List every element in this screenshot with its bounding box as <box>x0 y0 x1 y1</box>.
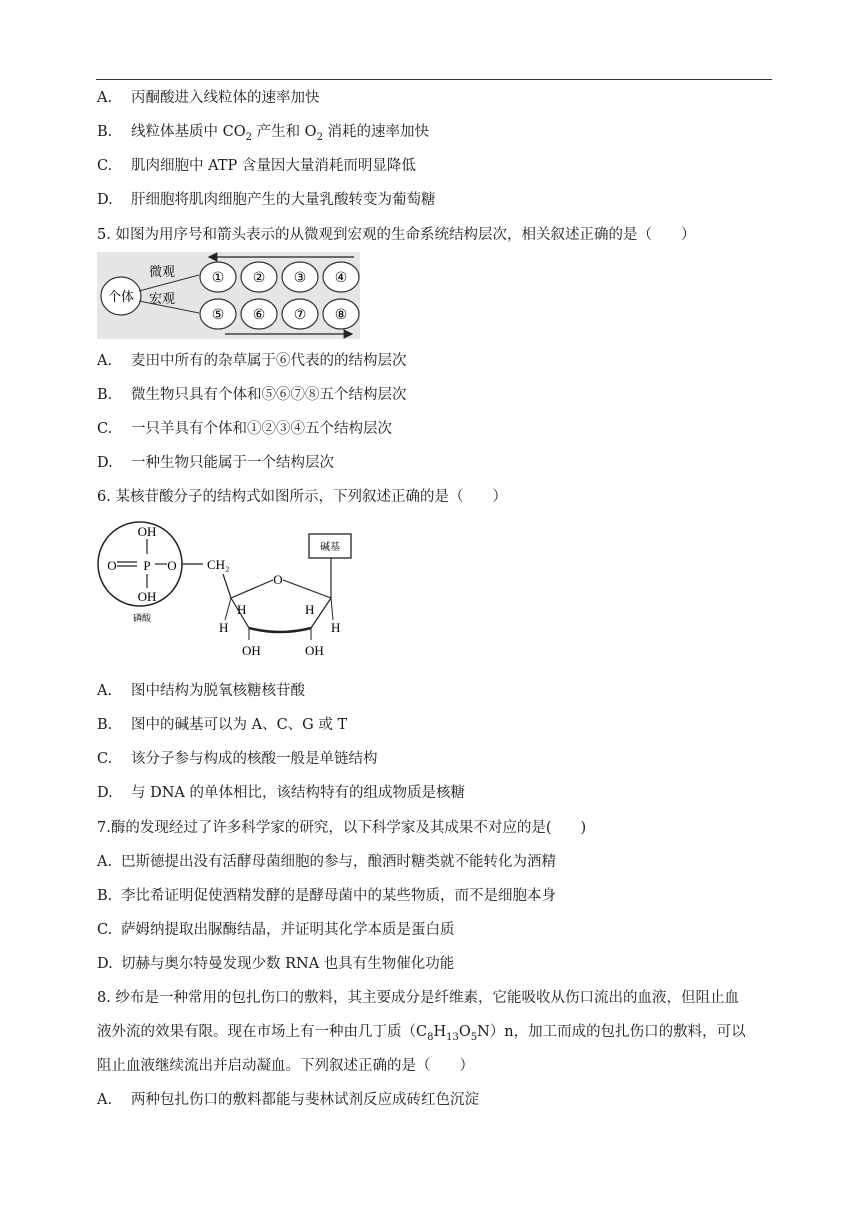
base-label: 碱基 <box>320 542 340 553</box>
svg-text:OH: OH <box>242 643 261 658</box>
micro-level-label-1: ① <box>211 270 225 286</box>
svg-text:OH: OH <box>137 524 157 539</box>
phosphate-label: 磷酸 <box>132 613 152 623</box>
ch2-label: CH₂ <box>207 557 230 572</box>
q5-option-c[interactable]: C. 一只羊具有个体和①②③④五个结构层次 <box>97 421 392 437</box>
macro-level-label-4: ⑧ <box>334 307 348 323</box>
micro-label: 微观 <box>149 264 176 279</box>
q4-option-b[interactable]: B. 线粒体基质中 $CO_2$ 产生和 $O_2$ 消耗的速率加快 <box>97 124 430 143</box>
q7-option-d[interactable]: D. 切赫与奥尔特曼发现少数 RNA 也具有生物催化功能 <box>97 956 455 972</box>
svg-text:OH: OH <box>137 589 157 604</box>
q7-stem: 7.酶的发现经过了许多科学家的研究，以下科学家及其成果不对应的是( ) <box>97 820 587 836</box>
micro-level-label-2: ② <box>252 270 266 286</box>
individual-label: 个体 <box>107 289 135 304</box>
macro-level-label-2: ⑥ <box>252 307 266 323</box>
q4-option-d[interactable]: D. 肝细胞将肌肉细胞产生的大量乳酸转变为葡萄糖 <box>97 192 436 208</box>
q6-option-b[interactable]: B. 图中的碱基可以为 A、C、G 或 T <box>97 717 348 733</box>
svg-text:P: P <box>143 558 151 573</box>
macro-label: 宏观 <box>149 291 176 306</box>
svg-text:H: H <box>219 620 229 635</box>
svg-text:OH: OH <box>305 643 324 658</box>
nucleotide-structure-figure <box>97 520 367 660</box>
q6-option-c[interactable]: C. 该分子参与构成的核酸一般是单链结构 <box>97 751 378 767</box>
svg-text:O: O <box>107 558 117 573</box>
q4-option-a[interactable]: A. 丙酮酸进入线粒体的速率加快 <box>97 90 320 106</box>
q8-option-a[interactable]: A. 两种包扎伤口的敷料都能与斐林试剂反应成砖红色沉淀 <box>97 1092 479 1108</box>
life-system-levels-figure <box>97 252 360 339</box>
bottom-level-row <box>200 299 359 329</box>
svg-text:H: H <box>305 602 315 617</box>
levels-diagram <box>97 252 360 339</box>
micro-level-label-3: ③ <box>293 270 307 286</box>
q8-stem-line-1: 8. 纱布是一种常用的包扎伤口的敷料，其主要成分是纤维素，它能吸收从伤口流出的血液，但阻止血 <box>97 990 739 1006</box>
q7-option-a[interactable]: A. 巴斯德提出没有活酵母菌细胞的参与，酿酒时糖类就不能转化为酒精 <box>97 854 556 870</box>
q5-option-a[interactable]: A. 麦田中所有的杂草属于⑥代表的的结构层次 <box>97 353 407 369</box>
macro-level-label-3: ⑦ <box>293 307 307 323</box>
top-level-row <box>200 262 359 292</box>
q4-option-c[interactable]: C. 肌肉细胞中 ATP 含量因大量消耗而明显降低 <box>97 158 416 174</box>
svg-text:H: H <box>237 602 247 617</box>
micro-level-label-4: ④ <box>334 270 348 286</box>
q7-option-c[interactable]: C. 萨姆纳提取出脲酶结晶，并证明其化学本质是蛋白质 <box>97 922 455 938</box>
q5-option-d[interactable]: D. 一种生物只能属于一个结构层次 <box>97 455 334 471</box>
q5-stem: 5. 如图为用序号和箭头表示的从微观到宏观的生命系统结构层次，相关叙述正确的是（ ） <box>97 227 696 243</box>
q7-option-b[interactable]: B. 李比希证明促使酒精发酵的是酵母菌中的某些物质，而不是细胞本身 <box>97 888 556 904</box>
q5-option-b[interactable]: B. 微生物只具有个体和⑤⑥⑦⑧五个结构层次 <box>97 387 407 403</box>
q6-stem: 6. 某核苷酸分子的结构式如图所示，下列叙述正确的是（ ） <box>97 489 507 505</box>
q8-stem-line-3: 阻止血液继续流出并启动凝血。下列叙述正确的是（ ） <box>97 1058 474 1074</box>
svg-text:H: H <box>331 620 341 635</box>
q6-option-a[interactable]: A. 图中结构为脱氧核糖核苷酸 <box>97 683 305 699</box>
macro-level-label-1: ⑤ <box>211 307 225 323</box>
q8-stem-line-2: 液外流的效果有限。现在市场上有一种由几丁质$(C_8H_{13}O_5N)n$，加工而成的包扎伤口的敷料，可以 <box>97 1024 746 1043</box>
svg-text:O: O <box>167 558 177 573</box>
q6-option-d[interactable]: D. 与 DNA 的单体相比，该结构特有的组成物质是核糖 <box>97 785 466 801</box>
nucleotide-diagram <box>97 520 367 660</box>
header-rule <box>96 79 772 80</box>
svg-text:O: O <box>273 572 283 587</box>
